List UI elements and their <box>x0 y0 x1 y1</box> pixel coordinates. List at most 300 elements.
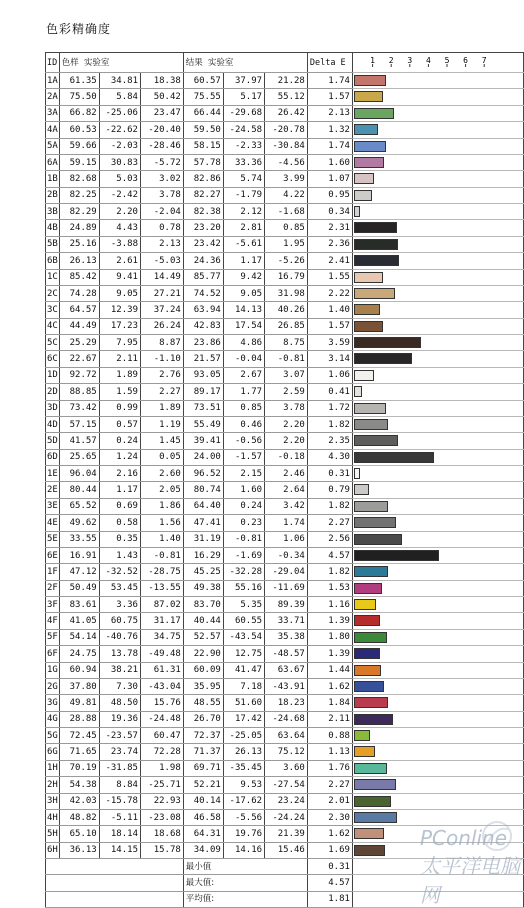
delta-e-value: 1.62 <box>307 826 352 842</box>
row-id: 4A <box>46 122 60 138</box>
ref-a: 30.83 <box>99 154 140 170</box>
bar-cell <box>352 498 523 514</box>
res-a: 5.74 <box>223 171 264 187</box>
res-b: 63.67 <box>265 662 308 678</box>
row-id: 5A <box>46 138 60 154</box>
delta-e-value: 1.57 <box>307 318 352 334</box>
bar-cell <box>352 335 523 351</box>
res-l: 21.57 <box>183 351 223 367</box>
res-a: -43.54 <box>223 629 264 645</box>
ref-l: 85.42 <box>59 269 99 285</box>
ref-l: 47.12 <box>59 564 99 580</box>
summary-value: 0.31 <box>307 859 352 875</box>
ref-b: 0.78 <box>140 220 183 236</box>
ref-l: 26.13 <box>59 253 99 269</box>
summary-label: 平均值: <box>183 891 307 907</box>
delta-e-value: 3.14 <box>307 351 352 367</box>
res-b: 16.79 <box>265 269 308 285</box>
row-id: 5B <box>46 236 60 252</box>
ref-l: 60.94 <box>59 662 99 678</box>
res-l: 73.51 <box>183 400 223 416</box>
delta-e-value: 1.84 <box>307 695 352 711</box>
res-b: 33.71 <box>265 613 308 629</box>
bar-cell <box>352 367 523 383</box>
table-row <box>46 515 524 531</box>
delta-e-value: 1.39 <box>307 646 352 662</box>
watermark-text: PConline 太平洋电脑网 <box>420 826 520 907</box>
bar-cell <box>352 662 523 678</box>
res-b: 1.95 <box>265 236 308 252</box>
ref-a: 13.78 <box>99 646 140 662</box>
axis-tick-label: 6 <box>463 56 468 65</box>
res-a: 0.46 <box>223 416 264 432</box>
bar-cell <box>352 482 523 498</box>
ref-b: 3.02 <box>140 171 183 187</box>
ref-b: 8.87 <box>140 335 183 351</box>
delta-e-value: 1.39 <box>307 613 352 629</box>
delta-e-value: 2.35 <box>307 433 352 449</box>
table-row <box>46 760 524 776</box>
bar-cell <box>352 531 523 547</box>
table-row <box>46 122 524 138</box>
row-id: 6C <box>46 351 60 367</box>
row-id: 6A <box>46 154 60 170</box>
delta-e-bar <box>354 714 393 725</box>
res-b: 2.64 <box>265 482 308 498</box>
bar-cell <box>352 466 523 482</box>
res-l: 60.09 <box>183 662 223 678</box>
res-l: 39.41 <box>183 433 223 449</box>
axis-tick-label: 2 <box>388 56 394 65</box>
ref-l: 60.53 <box>59 122 99 138</box>
res-b: 2.59 <box>265 384 308 400</box>
res-a: 60.55 <box>223 613 264 629</box>
ref-l: 73.42 <box>59 400 99 416</box>
row-id: 1A <box>46 73 60 89</box>
res-a: 14.13 <box>223 302 264 318</box>
delta-e-value: 1.82 <box>307 416 352 432</box>
res-l: 40.44 <box>183 613 223 629</box>
delta-e-value: 2.56 <box>307 531 352 547</box>
delta-e-bar <box>354 75 386 86</box>
ref-b: 18.68 <box>140 826 183 842</box>
delta-e-value: 2.22 <box>307 285 352 301</box>
res-b: 3.60 <box>265 760 308 776</box>
res-b: 3.07 <box>265 367 308 383</box>
ref-l: 16.91 <box>59 547 99 563</box>
res-l: 23.42 <box>183 236 223 252</box>
delta-e-value: 3.59 <box>307 335 352 351</box>
ref-l: 41.05 <box>59 613 99 629</box>
table-row <box>46 580 524 596</box>
bar-cell <box>352 646 523 662</box>
row-id: 5D <box>46 433 60 449</box>
delta-e-bar <box>354 91 383 102</box>
delta-e-bar <box>354 304 380 315</box>
res-a: 5.35 <box>223 597 264 613</box>
res-a: -0.04 <box>223 351 264 367</box>
table-row <box>46 613 524 629</box>
ref-b: 61.31 <box>140 662 183 678</box>
bar-cell <box>352 744 523 760</box>
res-a: -25.05 <box>223 728 264 744</box>
res-l: 48.55 <box>183 695 223 711</box>
delta-e-bar <box>354 665 381 676</box>
ref-b: 22.93 <box>140 793 183 809</box>
bar-cell <box>352 711 523 727</box>
delta-e-bar <box>354 255 399 266</box>
ref-b: -28.46 <box>140 138 183 154</box>
header-row <box>46 53 524 73</box>
res-a: 9.53 <box>223 777 264 793</box>
res-b: -29.04 <box>265 564 308 580</box>
header-id: ID <box>46 53 60 73</box>
header-result-lab: 结果 实验室 <box>183 53 307 73</box>
ref-l: 96.04 <box>59 466 99 482</box>
row-id: 3G <box>46 695 60 711</box>
ref-l: 82.25 <box>59 187 99 203</box>
row-id: 5E <box>46 531 60 547</box>
row-id: 2E <box>46 482 60 498</box>
table-row <box>46 416 524 432</box>
row-id: 4H <box>46 809 60 825</box>
table-row <box>46 220 524 236</box>
ref-a: 34.81 <box>99 73 140 89</box>
bar-cell <box>352 597 523 613</box>
delta-e-bar <box>354 534 402 545</box>
ref-l: 22.67 <box>59 351 99 367</box>
row-id: 1G <box>46 662 60 678</box>
res-a: 0.23 <box>223 515 264 531</box>
res-b: 63.64 <box>265 728 308 744</box>
ref-a: 2.20 <box>99 204 140 220</box>
res-a: 0.85 <box>223 400 264 416</box>
res-l: 82.27 <box>183 187 223 203</box>
ref-b: 1.40 <box>140 531 183 547</box>
res-l: 72.37 <box>183 728 223 744</box>
header-reference-lab: 色样 实验室 <box>59 53 183 73</box>
res-b: -43.91 <box>265 678 308 694</box>
ref-b: 1.89 <box>140 400 183 416</box>
res-a: -2.33 <box>223 138 264 154</box>
res-a: 2.15 <box>223 466 264 482</box>
res-b: 3.42 <box>265 498 308 514</box>
color-accuracy-table <box>45 52 524 908</box>
summary-blank <box>46 875 184 891</box>
row-id: 2D <box>46 384 60 400</box>
delta-e-bar <box>354 730 370 741</box>
res-l: 93.05 <box>183 367 223 383</box>
ref-l: 82.29 <box>59 204 99 220</box>
res-l: 31.19 <box>183 531 223 547</box>
ref-a: 1.43 <box>99 547 140 563</box>
ref-l: 70.19 <box>59 760 99 776</box>
summary-blank <box>46 859 184 875</box>
ref-a: 2.11 <box>99 351 140 367</box>
data-rows <box>46 73 524 859</box>
res-l: 89.17 <box>183 384 223 400</box>
delta-e-value: 4.30 <box>307 449 352 465</box>
ref-a: 7.30 <box>99 678 140 694</box>
table-row <box>46 547 524 563</box>
delta-e-bar <box>354 370 374 381</box>
delta-e-bar <box>354 239 398 250</box>
ref-a: 0.99 <box>99 400 140 416</box>
axis-tick-label: 3 <box>407 56 413 65</box>
ref-b: -5.03 <box>140 253 183 269</box>
row-id: 6F <box>46 646 60 662</box>
res-a: 5.17 <box>223 89 264 105</box>
res-a: 14.16 <box>223 842 264 858</box>
delta-e-bar <box>354 157 384 168</box>
res-l: 26.70 <box>183 711 223 727</box>
delta-e-bar <box>354 141 386 152</box>
ref-a: 1.89 <box>99 367 140 383</box>
res-l: 57.78 <box>183 154 223 170</box>
res-b: -11.69 <box>265 580 308 596</box>
ref-b: 14.49 <box>140 269 183 285</box>
row-id: 5H <box>46 826 60 842</box>
table-row <box>46 597 524 613</box>
res-a: 1.17 <box>223 253 264 269</box>
row-id: 4D <box>46 416 60 432</box>
delta-e-value: 0.79 <box>307 482 352 498</box>
res-a: 0.24 <box>223 498 264 514</box>
res-a: -17.62 <box>223 793 264 809</box>
delta-e-value: 1.32 <box>307 122 352 138</box>
row-id: 4G <box>46 711 60 727</box>
ref-b: 37.24 <box>140 302 183 318</box>
bar-cell <box>352 73 523 89</box>
bar-cell <box>352 678 523 694</box>
delta-e-value: 1.76 <box>307 760 352 776</box>
ref-a: -2.42 <box>99 187 140 203</box>
res-b: 4.22 <box>265 187 308 203</box>
bar-cell <box>352 89 523 105</box>
delta-e-bar <box>354 337 421 348</box>
table-row <box>46 335 524 351</box>
ref-l: 61.35 <box>59 73 99 89</box>
delta-e-value: 0.95 <box>307 187 352 203</box>
res-l: 80.74 <box>183 482 223 498</box>
table-row <box>46 711 524 727</box>
ref-l: 48.82 <box>59 809 99 825</box>
res-l: 63.94 <box>183 302 223 318</box>
res-l: 58.15 <box>183 138 223 154</box>
ref-a: 9.05 <box>99 285 140 301</box>
res-b: 18.23 <box>265 695 308 711</box>
res-l: 49.38 <box>183 580 223 596</box>
ref-b: -43.04 <box>140 678 183 694</box>
axis-tick-label: 1 <box>370 56 375 65</box>
ref-a: 14.15 <box>99 842 140 858</box>
row-id: 3F <box>46 597 60 613</box>
bar-cell <box>352 138 523 154</box>
row-id: 5G <box>46 728 60 744</box>
ref-b: 23.47 <box>140 105 183 121</box>
ref-a: 1.17 <box>99 482 140 498</box>
row-id: 5C <box>46 335 60 351</box>
res-a: 41.47 <box>223 662 264 678</box>
ref-l: 41.57 <box>59 433 99 449</box>
delta-e-bar <box>354 796 391 807</box>
ref-b: -20.40 <box>140 122 183 138</box>
table-row <box>46 154 524 170</box>
res-b: -4.56 <box>265 154 308 170</box>
row-id: 4E <box>46 515 60 531</box>
delta-e-value: 2.27 <box>307 777 352 793</box>
row-id: 3H <box>46 793 60 809</box>
res-a: -32.28 <box>223 564 264 580</box>
res-a: 9.05 <box>223 285 264 301</box>
res-l: 64.31 <box>183 826 223 842</box>
ref-b: 1.19 <box>140 416 183 432</box>
ref-a: 5.84 <box>99 89 140 105</box>
res-b: 1.74 <box>265 515 308 531</box>
table-row <box>46 89 524 105</box>
delta-e-bar <box>354 468 360 479</box>
row-id: 3B <box>46 204 60 220</box>
delta-e-value: 4.57 <box>307 547 352 563</box>
res-b: -24.68 <box>265 711 308 727</box>
row-id: 2A <box>46 89 60 105</box>
row-id: 6H <box>46 842 60 858</box>
res-a: 1.77 <box>223 384 264 400</box>
res-a: 17.54 <box>223 318 264 334</box>
res-a: -1.69 <box>223 547 264 563</box>
res-a: -5.61 <box>223 236 264 252</box>
summary-label: 最小值 <box>183 859 307 875</box>
ref-a: 12.39 <box>99 302 140 318</box>
ref-a: 2.16 <box>99 466 140 482</box>
res-a: -1.79 <box>223 187 264 203</box>
delta-e-bar <box>354 845 385 856</box>
ref-a: 4.43 <box>99 220 140 236</box>
ref-b: -23.08 <box>140 809 183 825</box>
table-row <box>46 384 524 400</box>
res-l: 52.21 <box>183 777 223 793</box>
res-a: 7.18 <box>223 678 264 694</box>
table-row <box>46 351 524 367</box>
res-l: 46.58 <box>183 809 223 825</box>
ref-l: 75.50 <box>59 89 99 105</box>
table-row <box>46 105 524 121</box>
ref-a: -15.78 <box>99 793 140 809</box>
table-row <box>46 73 524 89</box>
bar-cell <box>352 351 523 367</box>
bar-cell <box>352 564 523 580</box>
delta-e-value: 0.41 <box>307 384 352 400</box>
delta-e-value: 2.36 <box>307 236 352 252</box>
res-b: 2.20 <box>265 433 308 449</box>
table-row <box>46 498 524 514</box>
ref-l: 92.72 <box>59 367 99 383</box>
table-row <box>46 236 524 252</box>
res-b: 0.85 <box>265 220 308 236</box>
table-row <box>46 662 524 678</box>
ref-b: -49.48 <box>140 646 183 662</box>
bar-cell <box>352 629 523 645</box>
res-b: 75.12 <box>265 744 308 760</box>
bar-cell <box>352 547 523 563</box>
ref-a: 9.41 <box>99 269 140 285</box>
res-b: -0.34 <box>265 547 308 563</box>
axis-tick-label: 7 <box>481 56 487 65</box>
res-b: 2.46 <box>265 466 308 482</box>
res-a: 2.81 <box>223 220 264 236</box>
delta-e-value: 2.41 <box>307 253 352 269</box>
res-l: 85.77 <box>183 269 223 285</box>
ref-a: 48.50 <box>99 695 140 711</box>
res-l: 66.44 <box>183 105 223 121</box>
row-id: 6B <box>46 253 60 269</box>
ref-a: 38.21 <box>99 662 140 678</box>
ref-a: 1.59 <box>99 384 140 400</box>
ref-l: 66.82 <box>59 105 99 121</box>
ref-l: 74.28 <box>59 285 99 301</box>
table-row <box>46 269 524 285</box>
res-l: 55.49 <box>183 416 223 432</box>
res-l: 23.86 <box>183 335 223 351</box>
ref-b: 15.78 <box>140 842 183 858</box>
ref-b: -25.71 <box>140 777 183 793</box>
ref-a: -32.52 <box>99 564 140 580</box>
table-row <box>46 695 524 711</box>
chart-title: 色彩精确度 <box>46 22 112 36</box>
row-id: 3A <box>46 105 60 121</box>
res-a: -35.45 <box>223 760 264 776</box>
bar-cell <box>352 728 523 744</box>
delta-e-bar <box>354 108 394 119</box>
bar-cell <box>352 187 523 203</box>
delta-e-bar <box>354 583 382 594</box>
ref-l: 88.85 <box>59 384 99 400</box>
res-l: 74.52 <box>183 285 223 301</box>
ref-a: -40.76 <box>99 629 140 645</box>
ref-l: 80.44 <box>59 482 99 498</box>
bar-cell <box>352 204 523 220</box>
res-a: 26.13 <box>223 744 264 760</box>
row-id: 2B <box>46 187 60 203</box>
delta-e-value: 2.27 <box>307 515 352 531</box>
bar-cell <box>352 416 523 432</box>
res-l: 24.36 <box>183 253 223 269</box>
delta-e-value: 1.16 <box>307 597 352 613</box>
delta-e-bar <box>354 828 384 839</box>
summary-value: 1.81 <box>307 891 352 907</box>
ref-b: 0.05 <box>140 449 183 465</box>
ref-l: 25.65 <box>59 449 99 465</box>
bar-cell <box>352 400 523 416</box>
res-b: -24.24 <box>265 809 308 825</box>
bar-cell <box>352 220 523 236</box>
res-a: -0.56 <box>223 433 264 449</box>
delta-e-bar <box>354 419 388 430</box>
delta-e-value: 1.82 <box>307 564 352 580</box>
delta-e-value: 1.62 <box>307 678 352 694</box>
table-row <box>46 253 524 269</box>
delta-e-value: 1.80 <box>307 629 352 645</box>
delta-e-value: 1.82 <box>307 498 352 514</box>
bar-cell <box>352 793 523 809</box>
delta-e-bar <box>354 173 374 184</box>
ref-a: 60.75 <box>99 613 140 629</box>
row-id: 4F <box>46 613 60 629</box>
res-b: 40.26 <box>265 302 308 318</box>
table-row <box>46 449 524 465</box>
ref-b: 2.27 <box>140 384 183 400</box>
ref-l: 49.62 <box>59 515 99 531</box>
